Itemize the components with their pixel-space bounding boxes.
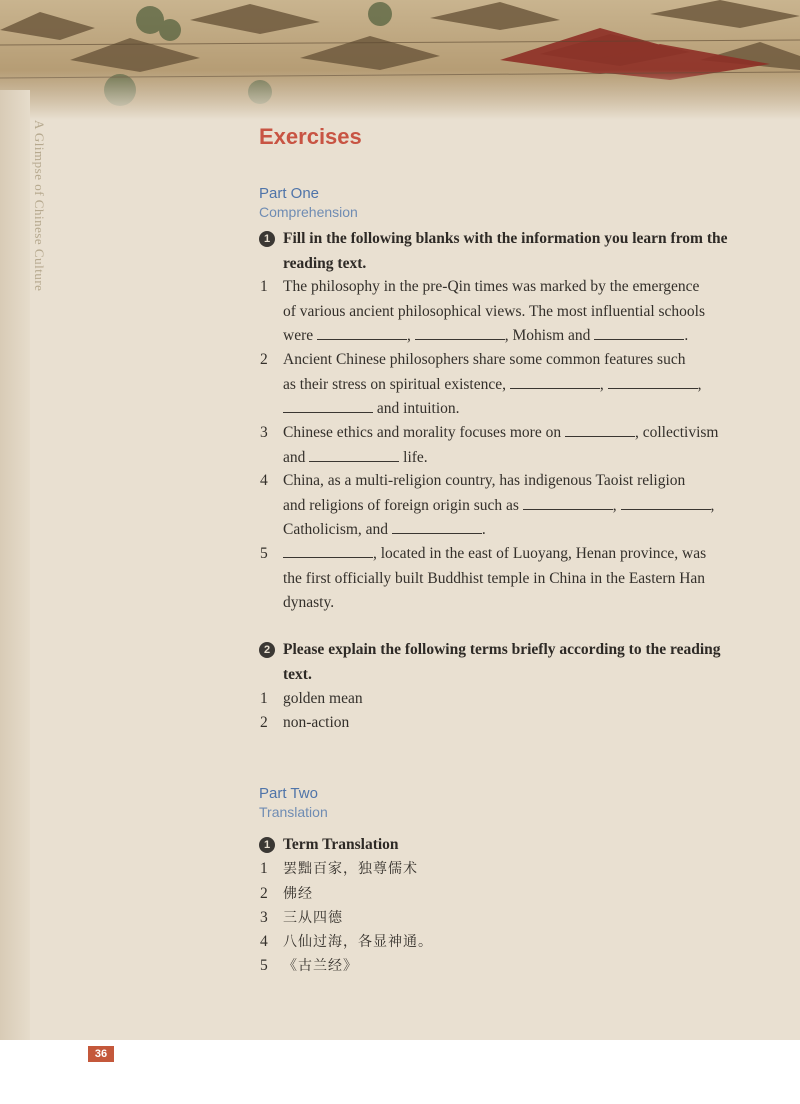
list-item bbox=[259, 275, 759, 349]
item-text: 佛经 bbox=[283, 886, 313, 902]
book-title-vertical: A Glimpse of Chinese Culture bbox=[32, 120, 47, 292]
exercise-instruction: Fill in the following blanks with the information you learn from the reading text. bbox=[283, 230, 728, 272]
list-item bbox=[259, 882, 759, 907]
part-two-heading: Part Two bbox=[259, 785, 318, 802]
list-item bbox=[259, 930, 759, 955]
part-one-subheading: Comprehension bbox=[259, 204, 358, 220]
part-one-heading: Part One bbox=[259, 185, 320, 202]
item-text: 罢黜百家，独尊儒术 bbox=[283, 861, 418, 877]
fill-in-blank[interactable] bbox=[608, 373, 698, 389]
number-badge: 1 bbox=[259, 837, 275, 853]
item-text: China, as a multi-religion country, has indigenous Taoist religion and religions of foreign origin such as , , Catholicism, and . bbox=[283, 472, 715, 538]
list-item bbox=[259, 687, 759, 712]
fill-in-blank[interactable] bbox=[392, 518, 482, 534]
part-two-subheading: Translation bbox=[259, 804, 328, 820]
ancient-town-painting-image bbox=[0, 0, 800, 120]
fill-in-blank[interactable] bbox=[565, 421, 635, 437]
list-item bbox=[259, 954, 759, 979]
fill-in-blank[interactable] bbox=[415, 324, 505, 340]
list-item bbox=[259, 857, 759, 882]
page-side-edge bbox=[0, 90, 30, 1050]
item-number: 2 bbox=[260, 885, 268, 902]
item-number: 4 bbox=[260, 933, 268, 950]
item-text: golden mean bbox=[283, 690, 363, 707]
fill-in-blank[interactable] bbox=[283, 542, 373, 558]
page-title: Exercises bbox=[259, 124, 362, 149]
exercise-heading bbox=[259, 833, 759, 858]
item-number: 5 bbox=[260, 957, 268, 974]
item-text: The philosophy in the pre-Qin times was marked by the emergence of various ancient philosophical views. The most influential schools were , , Mohism and . bbox=[283, 278, 706, 344]
header-painting-banner bbox=[0, 0, 800, 120]
fill-in-blank[interactable] bbox=[309, 446, 399, 462]
fill-in-blank[interactable] bbox=[594, 324, 684, 340]
item-number: 4 bbox=[260, 472, 268, 489]
item-number: 1 bbox=[260, 278, 268, 295]
item-number: 3 bbox=[260, 909, 268, 926]
item-number: 3 bbox=[260, 424, 268, 441]
page-number-badge: 36 bbox=[88, 1046, 114, 1062]
item-number: 2 bbox=[260, 714, 268, 731]
item-text: Ancient Chinese philosophers share some common features such as their stress on spiritual existence, , , and intuition. bbox=[283, 351, 702, 417]
list-item bbox=[259, 542, 759, 616]
book-spine-label bbox=[30, 120, 48, 350]
fill-in-blank[interactable] bbox=[317, 324, 407, 340]
item-text: 八仙过海，各显神通。 bbox=[283, 934, 433, 950]
item-number: 1 bbox=[260, 860, 268, 877]
exercise-instruction: Please explain the following terms briefly according to the reading text. bbox=[283, 641, 721, 683]
item-text: , located in the east of Luoyang, Henan province, was the first officially built Buddhist temple in China in the Eastern Han dynasty. bbox=[259, 542, 759, 616]
exercise-heading bbox=[259, 227, 759, 276]
number-badge: 1 bbox=[259, 231, 275, 247]
item-number: 5 bbox=[260, 545, 268, 562]
fill-in-blank[interactable] bbox=[283, 397, 373, 413]
item-text: Chinese ethics and morality focuses more on , collectivism and life. bbox=[259, 421, 759, 470]
list-item bbox=[259, 469, 759, 543]
exercise-instruction: Term Translation bbox=[283, 836, 399, 853]
item-text: non-action bbox=[283, 714, 350, 731]
item-text: 三从四德 bbox=[283, 910, 343, 926]
exercise-heading bbox=[259, 638, 759, 687]
list-item bbox=[259, 906, 759, 931]
fill-in-blank[interactable] bbox=[523, 494, 613, 510]
fill-in-blank[interactable] bbox=[510, 373, 600, 389]
item-text: 《古兰经》 bbox=[283, 958, 358, 974]
list-item bbox=[259, 348, 759, 422]
list-item bbox=[259, 421, 759, 470]
list-item bbox=[259, 711, 759, 736]
fill-in-blank[interactable] bbox=[621, 494, 711, 510]
item-number: 1 bbox=[260, 690, 268, 707]
item-number: 2 bbox=[260, 351, 268, 368]
number-badge: 2 bbox=[259, 642, 275, 658]
page-bottom-margin bbox=[0, 1040, 800, 1104]
